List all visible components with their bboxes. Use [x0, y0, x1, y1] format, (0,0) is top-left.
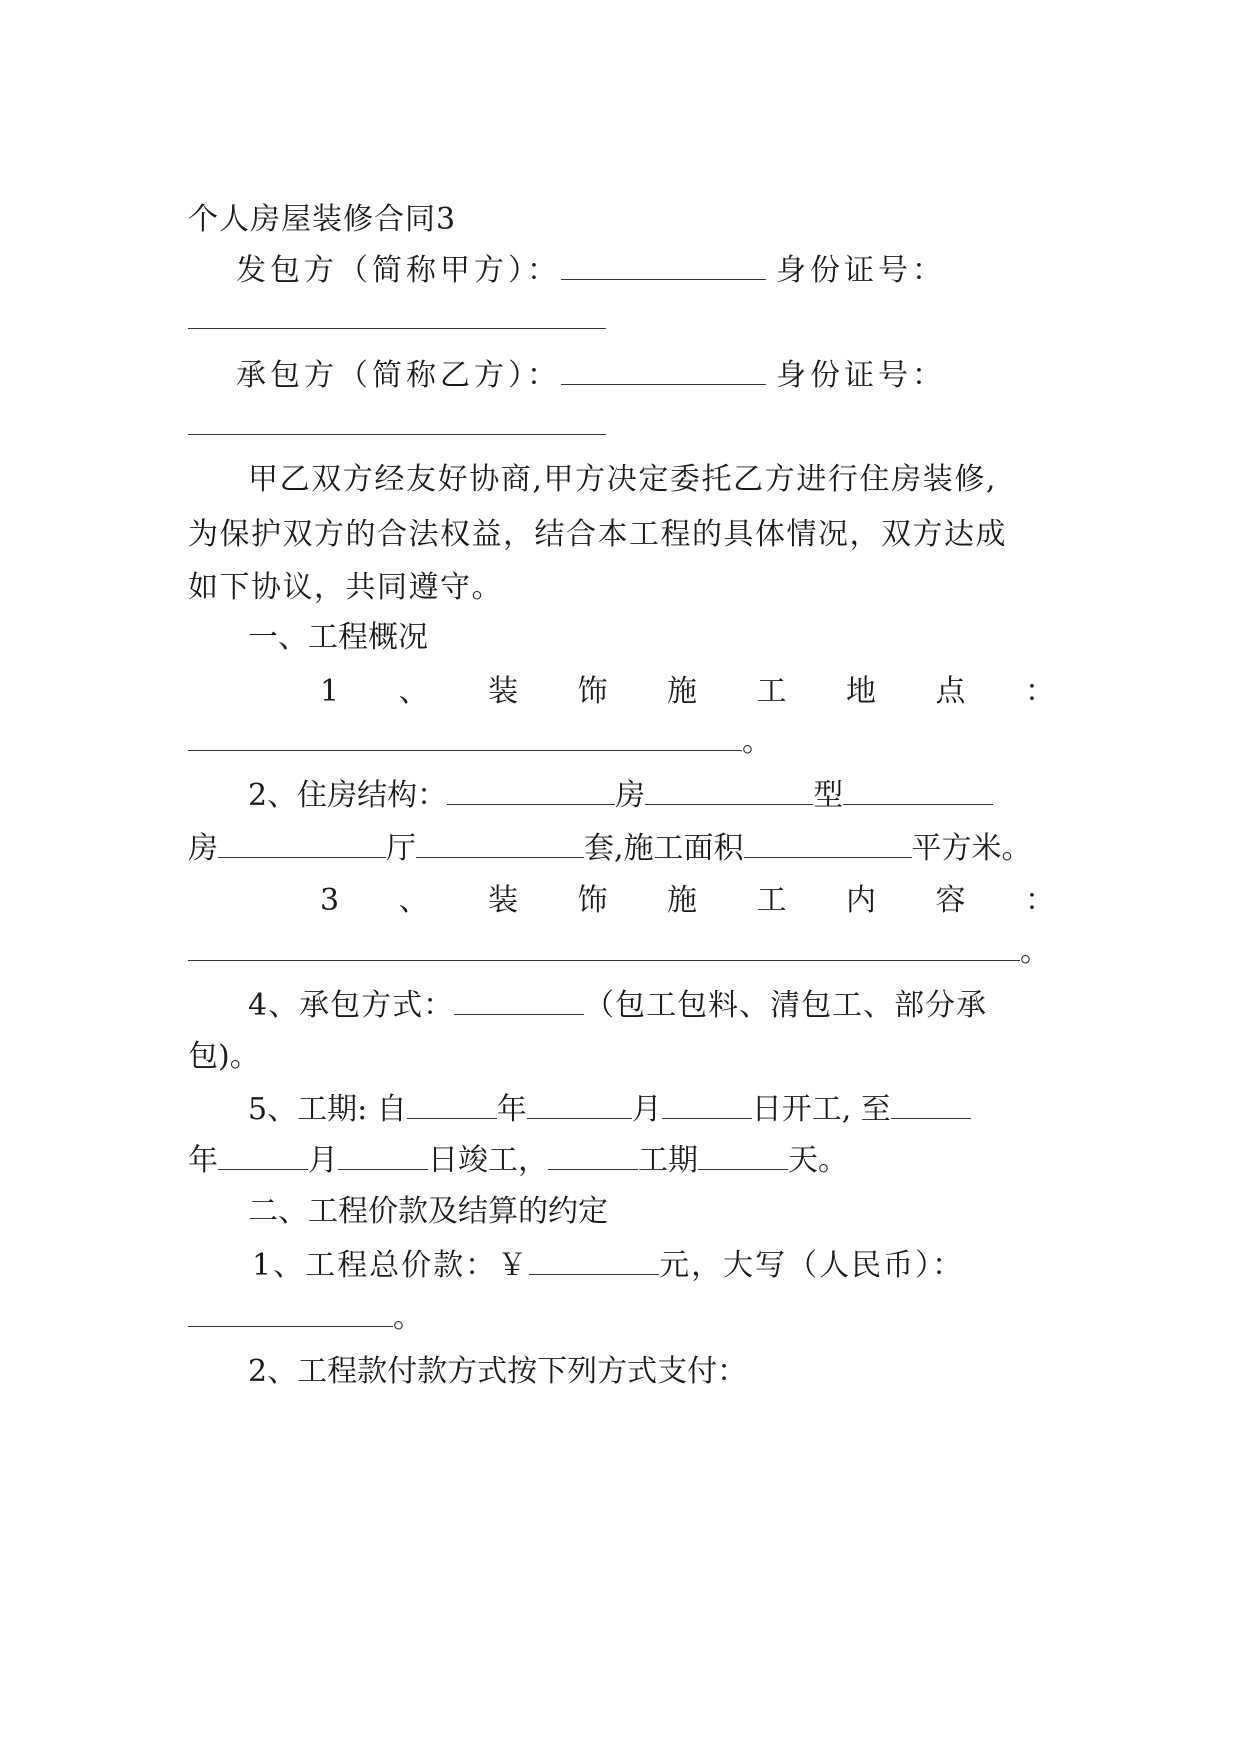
item3-colon: ：	[1024, 883, 1055, 918]
item3-char: 施	[667, 883, 698, 918]
price-prefix: 1、工程总价款：￥	[252, 1248, 530, 1283]
end-month-blank	[218, 1143, 308, 1170]
item1-char: 饰	[577, 674, 608, 709]
item5-start: 日开工, 至	[751, 1092, 891, 1127]
price-capital-blank	[188, 1300, 393, 1327]
item5-line-2	[188, 1141, 1055, 1181]
contract-mode-blank	[454, 988, 584, 1015]
item4-suffix: （包工包料、清包工、部分承	[584, 988, 988, 1023]
start-day-blank	[662, 1092, 752, 1119]
price-line-2	[188, 1298, 1055, 1338]
item1-char: 点	[935, 674, 966, 709]
party-a-line	[188, 251, 1055, 291]
price-end: 。	[393, 1300, 423, 1335]
item3-end: 。	[1020, 934, 1050, 969]
end-day-blank	[338, 1143, 428, 1170]
party-b-id-label: 身份证号：	[776, 358, 946, 393]
party-b-id-line	[188, 406, 1055, 446]
item1-colon: ：	[1024, 674, 1055, 709]
duration-blank-a	[548, 1143, 638, 1170]
end-year-blank	[891, 1092, 971, 1119]
party-a-name-blank	[561, 253, 766, 280]
item1-blank-line	[188, 722, 1055, 762]
item4-line-2: 包)。	[188, 1039, 260, 1074]
item5-prefix: 5、工期: 自	[248, 1092, 407, 1127]
item5-end: 日竣工，	[428, 1143, 548, 1178]
item2-prefix: 2、住房结构：	[248, 778, 448, 813]
document-title: 个人房屋装修合同3	[188, 202, 457, 237]
item1-end: 。	[742, 724, 772, 759]
start-year-blank	[407, 1092, 497, 1119]
item2-w2: 型	[813, 778, 844, 813]
price-line-1	[188, 1246, 1055, 1286]
item5-end-year: 年	[188, 1143, 218, 1178]
item1-char: 工	[756, 674, 787, 709]
item3-blank-line	[188, 932, 1055, 972]
content-blank	[188, 934, 1020, 961]
item1-sep: 、	[398, 674, 429, 709]
item3-char: 饰	[577, 883, 608, 918]
item1-char: 装	[488, 674, 519, 709]
item2-unit: 平方米。	[911, 831, 1032, 866]
item2-line-1	[188, 776, 1055, 816]
structure-blank	[447, 778, 615, 805]
party-b-id-blank	[188, 408, 606, 435]
party-b-line	[188, 356, 1055, 396]
area-blank	[744, 831, 912, 858]
intro-line-2: 为保护双方的合法权益，结合本工程的具体情况，双方达成	[188, 517, 1007, 552]
price-capital-label: 元，大写（人民币）：	[659, 1248, 965, 1283]
intro-line-1: 甲乙双方经友好协商,甲方决定委托乙方进行住房装修,	[248, 462, 998, 497]
item5-month: 月	[631, 1092, 662, 1127]
party-a-id-line	[188, 300, 1055, 340]
item3-char: 容	[935, 883, 966, 918]
party-a-id-blank	[188, 302, 606, 329]
location-blank	[188, 724, 742, 751]
type-blank	[843, 778, 993, 805]
item2-w1: 房	[615, 778, 646, 813]
price-amount-blank	[529, 1248, 659, 1275]
intro-line-3: 如下协议，共同遵守。	[188, 570, 503, 605]
payment-method-line: 2、工程款付款方式按下列方式支付：	[248, 1354, 748, 1389]
item3-line	[320, 881, 1055, 921]
party-b-label: 承包方（简称乙方）：	[236, 358, 561, 393]
item2-area-label: 套,施工面积	[584, 831, 744, 866]
item3-char: 内	[846, 883, 876, 918]
duration-days-blank	[698, 1143, 788, 1170]
halls-blank	[416, 831, 584, 858]
room-type-blank	[645, 778, 813, 805]
item1-char: 地	[846, 674, 876, 709]
item1-line	[320, 672, 1055, 712]
item5-end-month: 月	[308, 1143, 338, 1178]
section2-heading: 二、工程价款及结算的约定	[248, 1194, 608, 1229]
start-month-blank	[527, 1092, 632, 1119]
section1-heading: 一、工程概况	[248, 620, 428, 655]
item3-sep: 、	[398, 883, 429, 918]
item5-days: 天。	[788, 1143, 848, 1178]
party-a-label: 发包方（简称甲方）：	[236, 253, 561, 288]
item1-num: 1	[320, 674, 340, 709]
item4-line-1	[188, 986, 1055, 1026]
item1-char: 施	[667, 674, 698, 709]
item2-room: 房	[188, 831, 218, 866]
item2-line-2	[188, 829, 1055, 869]
party-b-name-blank	[561, 358, 766, 385]
item5-line-1	[188, 1090, 1055, 1130]
rooms-blank	[218, 831, 386, 858]
party-a-id-label: 身份证号：	[776, 253, 946, 288]
item4-prefix: 4、承包方式：	[248, 988, 455, 1023]
item5-year: 年	[496, 1092, 527, 1127]
item3-char: 装	[488, 883, 519, 918]
item3-num: 3	[320, 883, 340, 918]
item2-hall: 厅	[386, 831, 416, 866]
item3-char: 工	[756, 883, 787, 918]
item5-duration: 工期	[638, 1143, 698, 1178]
